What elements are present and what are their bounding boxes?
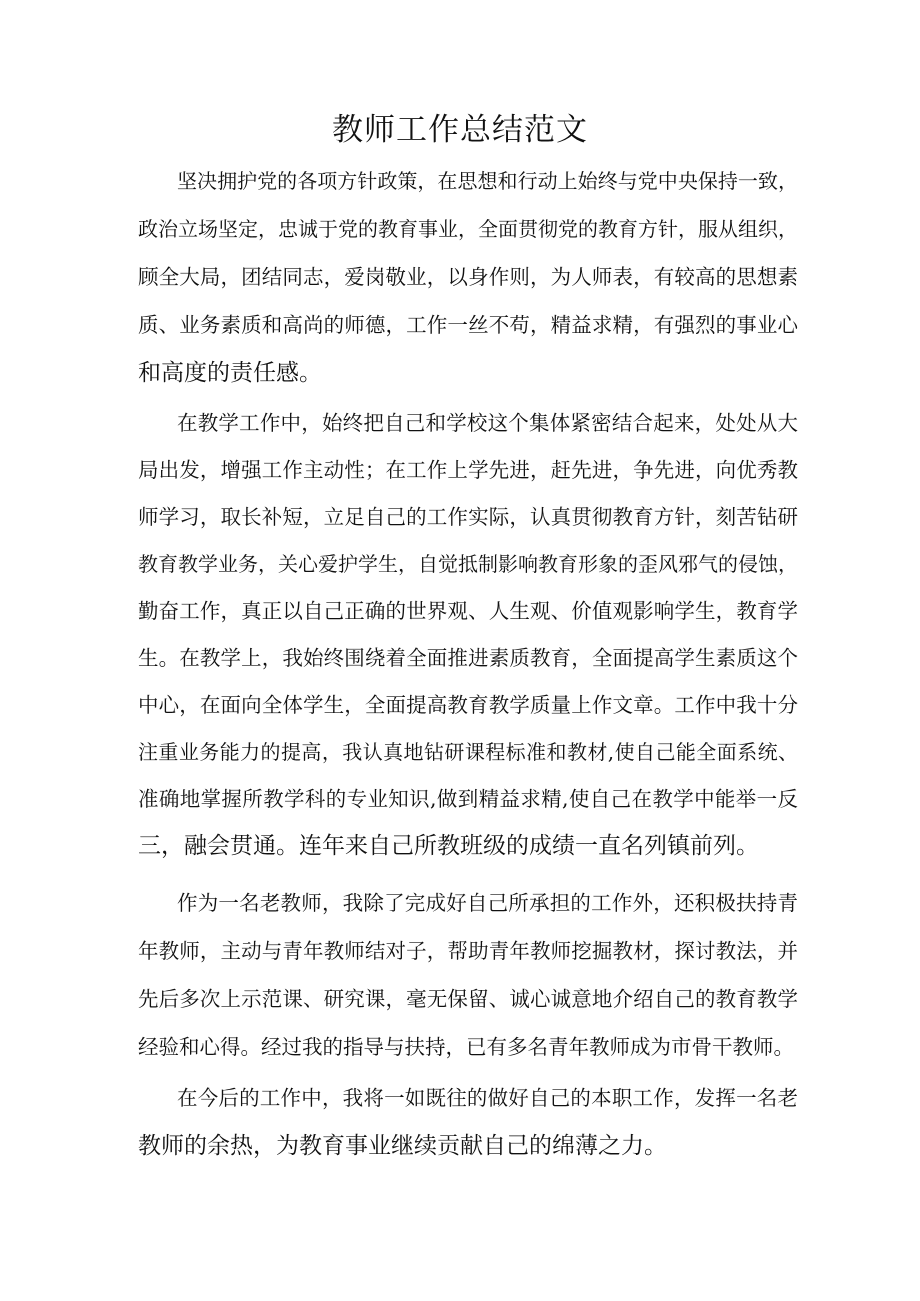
paragraph-2-line-1: 在教学工作中，始终把自己和学校这个集体紧密结合起来，处处从大 xyxy=(177,411,798,435)
paragraph-3-line-3: 先后多次上示范课、研究课，毫无保留、诚心诚意地介绍自己的教育教学 xyxy=(138,987,798,1011)
paragraph-2-line-6: 生。在教学上，我始终围绕着全面推进素质教育，全面提高学生素质这个 xyxy=(138,646,798,670)
paragraph-1-line-2: 政治立场坚定，忠诚于党的教育事业，全面贯彻党的教育方针，服从组织， xyxy=(138,217,798,241)
paragraph-2-line-2: 局出发，增强工作主动性；在工作上学先进，赶先进，争先进，向优秀教 xyxy=(138,458,798,482)
document-title: 教师工作总结范文 xyxy=(332,112,588,148)
paragraph-4-line-1: 在今后的工作中，我将一如既往的做好自己的本职工作，发挥一名老 xyxy=(177,1086,798,1110)
paragraph-2-line-7: 中心，在面向全体学生，全面提高教育教学质量上作文章。工作中我十分 xyxy=(138,693,798,717)
paragraph-2-line-3: 师学习，取长补短，立足自己的工作实际，认真贯彻教育方针，刻苦钻研 xyxy=(138,505,798,529)
paragraph-1-line-1: 坚决拥护党的各项方针政策，在思想和行动上始终与党中央保持一致， xyxy=(177,169,798,193)
paragraph-2-line-5: 勤奋工作，真正以自己正确的世界观、人生观、价值观影响学生，教育学 xyxy=(138,599,798,623)
paragraph-2-line-4: 教育教学业务，关心爱护学生，自觉抵制影响教育形象的歪风邪气的侵蚀， xyxy=(138,552,798,576)
paragraph-1-line-4: 质、业务素质和高尚的师德，工作一丝不苟，精益求精，有强烈的事业心 xyxy=(138,313,798,337)
paragraph-2-line-9: 准确地掌握所教学科的专业知识,做到精益求精,使自己在教学中能举一反 xyxy=(138,787,798,811)
paragraph-1-line-5: 和高度的责任感。 xyxy=(138,360,322,386)
paragraph-2-line-8: 注重业务能力的提高，我认真地钻研课程标准和教材,使自己能全面系统、 xyxy=(138,740,798,764)
paragraph-4-line-2: 教师的余热，为教育事业继续贡献自己的绵薄之力。 xyxy=(138,1133,667,1159)
paragraph-3-line-4: 经验和心得。经过我的指导与扶持，已有多名青年教师成为市骨干教师。 xyxy=(138,1035,794,1059)
paragraph-1-line-3: 顾全大局，团结同志，爱岗敬业，以身作则，为人师表，有较高的思想素 xyxy=(138,265,798,289)
paragraph-3-line-2: 年教师，主动与青年教师结对子，帮助青年教师挖掘教材，探讨教法，并 xyxy=(138,939,798,963)
paragraph-2-line-10: 三，融会贯通。连年来自己所教班级的成绩一直名列镇前列。 xyxy=(138,833,759,859)
paragraph-3-line-1: 作为一名老教师，我除了完成好自己所承担的工作外，还积极扶持青 xyxy=(177,891,798,915)
